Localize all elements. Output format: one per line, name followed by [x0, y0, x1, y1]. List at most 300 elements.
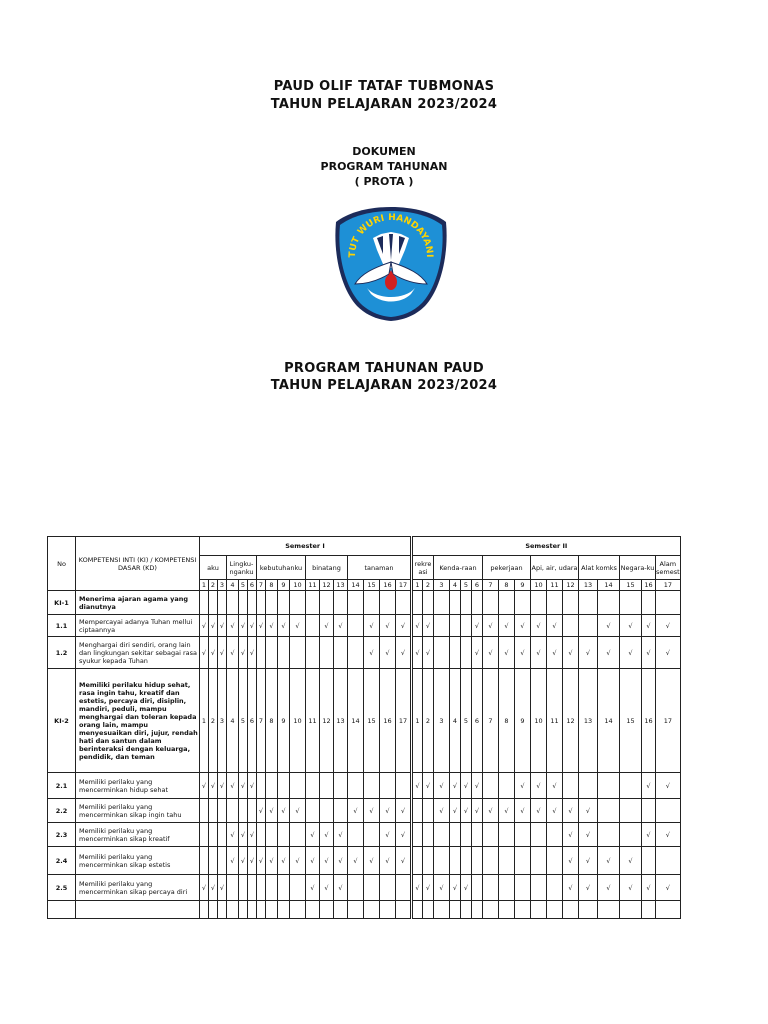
check-cell	[239, 799, 248, 823]
check-mark: √	[239, 637, 248, 669]
check-mark: √	[227, 823, 239, 847]
check-cell	[656, 901, 681, 919]
prota-label: ( PROTA )	[354, 175, 414, 188]
check-cell	[266, 773, 278, 799]
theme-header: pekerjaan	[483, 556, 531, 580]
check-cell	[334, 591, 348, 615]
week-cell: 2	[209, 669, 218, 773]
prota-table	[47, 536, 681, 919]
check-cell	[248, 591, 257, 615]
competency-text: Memiliki perilaku hidup sehat, rasa ingin tahu, kreatif dan estetis, percaya diri, disiplin, mandiri, peduli, mampu menghargai dan toleran kepada orang lain, mampu menyesuaikan diri, jujur, rendah hati dan santun dalam berinteraksi dengan keluarga, pendidik, dan teman	[76, 669, 200, 773]
check-cell	[579, 615, 598, 637]
check-cell	[248, 799, 257, 823]
check-cell	[483, 901, 499, 919]
check-cell	[642, 901, 656, 919]
check-mark: √	[579, 637, 598, 669]
school-name: PAUD OLIF TATAF TUBMONAS	[273, 79, 495, 94]
check-cell	[579, 591, 598, 615]
week-number: 16	[642, 580, 656, 591]
theme-header: tanaman	[348, 556, 412, 580]
check-cell	[461, 901, 472, 919]
check-mark: √	[563, 875, 579, 901]
check-cell	[218, 847, 227, 875]
check-cell	[515, 901, 531, 919]
check-cell	[499, 823, 515, 847]
competency-text: Menghargai diri sendiri, orang lain dan lingkungan sekitar sebagai rasa syukur kepada Tuhan	[76, 637, 200, 669]
check-cell	[515, 847, 531, 875]
check-cell	[348, 823, 364, 847]
check-cell	[266, 901, 278, 919]
semester-1-header: Semester I	[200, 537, 412, 556]
check-cell	[334, 773, 348, 799]
check-mark: √	[563, 847, 579, 875]
check-cell	[642, 799, 656, 823]
program-year: TAHUN PELAJARAN 2023/2024	[270, 378, 498, 393]
check-cell	[531, 875, 547, 901]
week-cell: 15	[364, 669, 380, 773]
check-mark: √	[348, 847, 364, 875]
check-cell	[380, 875, 396, 901]
check-cell	[499, 847, 515, 875]
competency-text	[76, 901, 200, 919]
week-cell: 14	[348, 669, 364, 773]
row-number: 2.3	[48, 823, 76, 847]
check-mark: √	[227, 615, 239, 637]
check-cell	[515, 591, 531, 615]
week-number: 6	[472, 580, 483, 591]
check-mark: √	[306, 847, 320, 875]
check-mark: √	[290, 847, 306, 875]
check-mark: √	[642, 875, 656, 901]
check-mark: √	[209, 615, 218, 637]
check-mark: √	[656, 615, 681, 637]
check-cell	[450, 823, 461, 847]
check-mark: √	[412, 637, 423, 669]
check-cell	[598, 773, 620, 799]
check-cell	[499, 901, 515, 919]
check-cell	[266, 637, 278, 669]
check-cell	[209, 799, 218, 823]
check-cell	[306, 615, 320, 637]
week-number: 9	[515, 580, 531, 591]
check-mark: √	[642, 823, 656, 847]
check-mark: √	[423, 773, 434, 799]
check-mark: √	[412, 875, 423, 901]
check-mark: √	[563, 637, 579, 669]
check-cell	[412, 591, 423, 615]
check-cell	[396, 901, 412, 919]
week-number: 11	[547, 580, 563, 591]
theme-header: binatang	[306, 556, 348, 580]
week-number: 2	[423, 580, 434, 591]
theme-header: kebutuhanku	[257, 556, 306, 580]
check-mark: √	[412, 615, 423, 637]
check-cell	[278, 773, 290, 799]
check-cell	[227, 591, 239, 615]
check-mark: √	[642, 615, 656, 637]
row-number: 2.1	[48, 773, 76, 799]
check-mark: √	[248, 637, 257, 669]
check-cell	[434, 847, 450, 875]
theme-header: Negara-ku	[620, 556, 656, 580]
check-cell	[334, 637, 348, 669]
week-cell: 11	[547, 669, 563, 773]
week-cell: 9	[515, 669, 531, 773]
check-cell	[434, 901, 450, 919]
check-mark: √	[450, 875, 461, 901]
check-cell	[380, 773, 396, 799]
check-cell	[396, 875, 412, 901]
check-cell	[209, 901, 218, 919]
check-cell	[239, 591, 248, 615]
check-cell	[450, 591, 461, 615]
check-mark: √	[334, 615, 348, 637]
check-mark: √	[200, 875, 209, 901]
check-mark: √	[266, 615, 278, 637]
check-cell	[547, 875, 563, 901]
week-cell: 17	[656, 669, 681, 773]
week-number: 16	[380, 580, 396, 591]
check-mark: √	[396, 823, 412, 847]
check-mark: √	[227, 637, 239, 669]
check-mark: √	[218, 615, 227, 637]
week-number: 8	[499, 580, 515, 591]
theme-header: Lingku-nganku	[227, 556, 257, 580]
competency-text: Memiliki perilaku yang mencerminkan sikap percaya diri	[76, 875, 200, 901]
check-cell	[472, 847, 483, 875]
check-cell	[257, 637, 266, 669]
check-cell	[563, 591, 579, 615]
check-cell	[547, 847, 563, 875]
check-mark: √	[227, 847, 239, 875]
check-cell	[257, 773, 266, 799]
week-number: 5	[239, 580, 248, 591]
check-mark: √	[656, 823, 681, 847]
theme-header: Kenda-raan	[434, 556, 483, 580]
check-mark: √	[278, 799, 290, 823]
check-mark: √	[483, 637, 499, 669]
check-mark: √	[334, 875, 348, 901]
check-cell	[461, 637, 472, 669]
check-mark: √	[423, 615, 434, 637]
week-number: 3	[434, 580, 450, 591]
no-header: No	[48, 537, 76, 591]
check-mark: √	[515, 637, 531, 669]
check-mark: √	[461, 875, 472, 901]
week-cell: 7	[257, 669, 266, 773]
check-cell	[334, 799, 348, 823]
check-cell	[320, 637, 334, 669]
check-mark: √	[306, 823, 320, 847]
check-cell	[278, 875, 290, 901]
check-mark: √	[320, 823, 334, 847]
check-mark: √	[364, 799, 380, 823]
check-cell	[531, 823, 547, 847]
check-cell	[266, 823, 278, 847]
table-row	[48, 591, 681, 615]
week-number: 6	[248, 580, 257, 591]
check-cell	[209, 847, 218, 875]
check-cell	[499, 875, 515, 901]
check-cell	[200, 847, 209, 875]
check-cell	[348, 875, 364, 901]
week-cell: 11	[306, 669, 320, 773]
check-mark: √	[598, 615, 620, 637]
check-cell	[348, 591, 364, 615]
week-number: 12	[563, 580, 579, 591]
check-cell	[290, 875, 306, 901]
check-mark: √	[320, 847, 334, 875]
check-cell	[499, 591, 515, 615]
check-cell	[450, 901, 461, 919]
check-cell	[257, 823, 266, 847]
check-mark: √	[209, 637, 218, 669]
check-cell	[423, 823, 434, 847]
check-cell	[320, 591, 334, 615]
week-cell: 8	[266, 669, 278, 773]
week-number: 17	[396, 580, 412, 591]
week-number: 17	[656, 580, 681, 591]
check-mark: √	[218, 637, 227, 669]
check-cell	[461, 615, 472, 637]
week-cell: 7	[483, 669, 499, 773]
check-cell	[364, 591, 380, 615]
check-mark: √	[598, 637, 620, 669]
check-cell	[306, 799, 320, 823]
table-row	[48, 823, 681, 847]
week-number: 12	[320, 580, 334, 591]
check-cell	[483, 847, 499, 875]
check-mark: √	[227, 773, 239, 799]
check-mark: √	[200, 615, 209, 637]
week-number: 15	[620, 580, 642, 591]
check-cell	[348, 615, 364, 637]
check-cell	[306, 591, 320, 615]
week-cell: 5	[239, 669, 248, 773]
table-row	[48, 615, 681, 637]
check-mark: √	[423, 637, 434, 669]
check-mark: √	[248, 773, 257, 799]
check-mark: √	[579, 799, 598, 823]
check-cell	[483, 823, 499, 847]
check-mark: √	[483, 799, 499, 823]
check-mark: √	[257, 615, 266, 637]
row-number: KI-1	[48, 591, 76, 615]
row-number: 1.2	[48, 637, 76, 669]
week-number: 7	[483, 580, 499, 591]
check-cell	[380, 591, 396, 615]
competency-text: Mempercayai adanya Tuhan mellui ciptaannya	[76, 615, 200, 637]
week-cell: 6	[248, 669, 257, 773]
check-mark: √	[218, 773, 227, 799]
check-mark: √	[290, 615, 306, 637]
week-number: 3	[218, 580, 227, 591]
week-cell: 1	[412, 669, 423, 773]
competency-text: Memiliki perilaku yang mencerminkan sikap estetis	[76, 847, 200, 875]
check-mark: √	[579, 847, 598, 875]
check-mark: √	[200, 637, 209, 669]
week-number: 13	[579, 580, 598, 591]
check-cell	[227, 875, 239, 901]
check-cell	[515, 823, 531, 847]
check-cell	[642, 591, 656, 615]
check-mark: √	[531, 637, 547, 669]
check-mark: √	[620, 637, 642, 669]
check-cell	[218, 823, 227, 847]
program-title: PROGRAM TAHUNAN PAUD	[284, 361, 484, 376]
check-cell	[257, 901, 266, 919]
check-cell	[278, 901, 290, 919]
check-mark: √	[278, 847, 290, 875]
check-cell	[450, 637, 461, 669]
week-number: 10	[290, 580, 306, 591]
check-cell	[412, 847, 423, 875]
check-cell	[227, 799, 239, 823]
check-cell	[579, 773, 598, 799]
check-cell	[239, 901, 248, 919]
week-cell: 5	[461, 669, 472, 773]
check-cell	[483, 591, 499, 615]
check-cell	[348, 637, 364, 669]
check-cell	[563, 615, 579, 637]
check-mark: √	[364, 615, 380, 637]
check-mark: √	[334, 847, 348, 875]
table-row	[48, 875, 681, 901]
check-mark: √	[450, 773, 461, 799]
check-cell	[656, 591, 681, 615]
week-number: 9	[278, 580, 290, 591]
check-cell	[320, 773, 334, 799]
check-mark: √	[472, 637, 483, 669]
check-cell	[396, 591, 412, 615]
check-mark: √	[472, 773, 483, 799]
check-mark: √	[380, 799, 396, 823]
check-cell	[531, 901, 547, 919]
check-mark: √	[499, 615, 515, 637]
week-cell: 10	[531, 669, 547, 773]
check-cell	[306, 773, 320, 799]
check-mark: √	[200, 773, 209, 799]
table-row	[48, 847, 681, 875]
check-mark: √	[531, 615, 547, 637]
check-cell	[364, 875, 380, 901]
week-cell: 8	[499, 669, 515, 773]
check-mark: √	[266, 847, 278, 875]
check-cell	[620, 799, 642, 823]
theme-header: Api, air, udara	[531, 556, 579, 580]
check-mark: √	[380, 637, 396, 669]
check-mark: √	[472, 615, 483, 637]
check-cell	[483, 773, 499, 799]
week-number: 7	[257, 580, 266, 591]
week-cell: 13	[334, 669, 348, 773]
check-cell	[278, 823, 290, 847]
check-mark: √	[434, 875, 450, 901]
check-mark: √	[248, 847, 257, 875]
check-cell	[266, 875, 278, 901]
check-mark: √	[412, 773, 423, 799]
check-cell	[320, 901, 334, 919]
check-cell	[598, 901, 620, 919]
check-mark: √	[620, 875, 642, 901]
check-cell	[620, 823, 642, 847]
check-cell	[257, 875, 266, 901]
week-number: 5	[461, 580, 472, 591]
check-mark: √	[209, 875, 218, 901]
check-cell	[227, 901, 239, 919]
check-cell	[290, 591, 306, 615]
check-mark: √	[239, 823, 248, 847]
check-mark: √	[266, 799, 278, 823]
check-mark: √	[656, 773, 681, 799]
check-mark: √	[499, 799, 515, 823]
check-cell	[248, 875, 257, 901]
week-number: 1	[200, 580, 209, 591]
check-mark: √	[320, 875, 334, 901]
table-row	[48, 669, 681, 773]
check-cell	[200, 823, 209, 847]
check-cell	[434, 823, 450, 847]
check-cell	[423, 847, 434, 875]
check-cell	[290, 823, 306, 847]
check-cell	[218, 901, 227, 919]
check-cell	[364, 901, 380, 919]
check-mark: √	[547, 615, 563, 637]
week-cell: 6	[472, 669, 483, 773]
competency-text: Memiliki perilaku yang mencerminkan hidup sehat	[76, 773, 200, 799]
check-cell	[423, 901, 434, 919]
check-mark: √	[348, 799, 364, 823]
week-number: 8	[266, 580, 278, 591]
check-mark: √	[364, 847, 380, 875]
check-cell	[656, 847, 681, 875]
check-mark: √	[434, 773, 450, 799]
check-cell	[423, 799, 434, 823]
check-cell	[290, 637, 306, 669]
tut-wuri-handayani-logo	[333, 204, 449, 322]
check-cell	[483, 875, 499, 901]
week-number: 14	[348, 580, 364, 591]
check-mark: √	[579, 875, 598, 901]
check-cell	[364, 823, 380, 847]
check-cell	[434, 591, 450, 615]
check-mark: √	[472, 799, 483, 823]
check-mark: √	[656, 875, 681, 901]
row-number: 2.4	[48, 847, 76, 875]
check-mark: √	[396, 799, 412, 823]
check-mark: √	[461, 773, 472, 799]
check-mark: √	[642, 637, 656, 669]
check-cell	[364, 773, 380, 799]
week-number: 4	[227, 580, 239, 591]
logo-text: TUT WURI HANDAYANI	[347, 212, 435, 258]
check-cell	[499, 773, 515, 799]
week-cell: 16	[380, 669, 396, 773]
check-cell	[450, 847, 461, 875]
check-mark: √	[531, 799, 547, 823]
week-cell: 12	[563, 669, 579, 773]
week-cell: 3	[434, 669, 450, 773]
check-mark: √	[598, 847, 620, 875]
table-row	[48, 799, 681, 823]
check-cell	[306, 637, 320, 669]
check-cell	[278, 637, 290, 669]
row-number: 2.5	[48, 875, 76, 901]
week-cell: 1	[200, 669, 209, 773]
check-cell	[412, 901, 423, 919]
check-mark: √	[278, 615, 290, 637]
week-cell: 9	[278, 669, 290, 773]
